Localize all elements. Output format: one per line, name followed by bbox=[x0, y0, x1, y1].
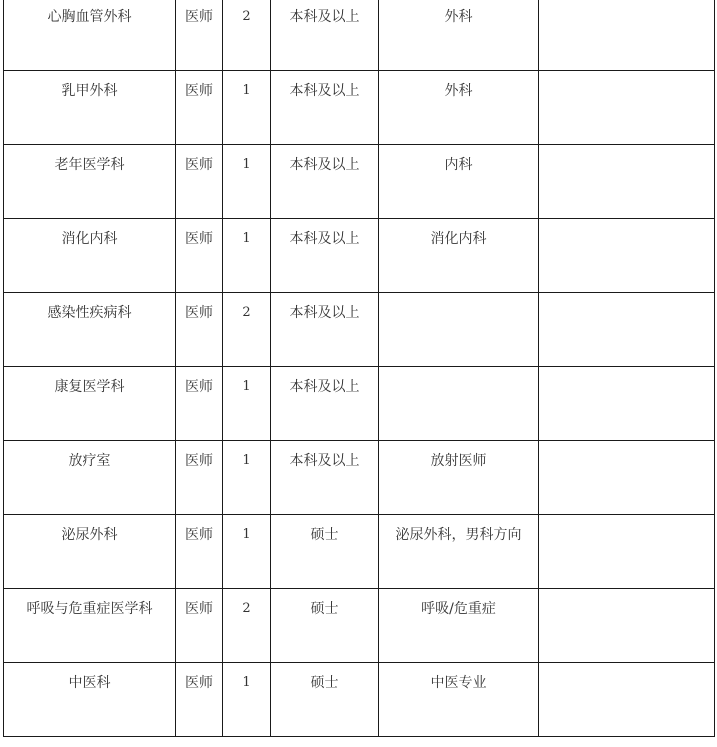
count-cell bbox=[223, 219, 271, 293]
note-cell bbox=[539, 515, 715, 589]
note-cell bbox=[539, 71, 715, 145]
major-text: 内科 bbox=[444, 157, 473, 173]
major-text: 泌尿外科，男科方向 bbox=[395, 527, 522, 543]
major-text bbox=[379, 293, 538, 305]
department-text: 呼吸与危重症医学科 bbox=[26, 601, 153, 617]
note-cell bbox=[539, 145, 715, 219]
major-text bbox=[379, 367, 538, 379]
note-cell bbox=[539, 663, 715, 737]
count-text: 1 bbox=[242, 157, 251, 172]
department-text: 康复医学科 bbox=[54, 379, 125, 395]
note-cell bbox=[539, 441, 715, 515]
note-text bbox=[539, 663, 714, 675]
note-text bbox=[539, 367, 714, 379]
position-text: 医师 bbox=[185, 305, 213, 321]
major-cell bbox=[379, 663, 539, 737]
department-text: 消化内科 bbox=[61, 231, 118, 247]
department-cell bbox=[4, 0, 176, 71]
department-cell bbox=[4, 71, 176, 145]
count-cell bbox=[223, 441, 271, 515]
count-text: 1 bbox=[242, 83, 251, 98]
major-text: 外科 bbox=[444, 9, 473, 25]
education-text: 硕士 bbox=[310, 675, 339, 691]
table-row bbox=[4, 441, 715, 515]
department-cell bbox=[4, 367, 176, 441]
major-text: 放射医师 bbox=[430, 453, 487, 469]
education-text: 本科及以上 bbox=[289, 305, 360, 321]
major-cell bbox=[379, 145, 539, 219]
major-text: 外科 bbox=[444, 83, 473, 99]
position-cell bbox=[176, 515, 223, 589]
education-cell bbox=[271, 367, 379, 441]
education-text: 本科及以上 bbox=[289, 157, 360, 173]
count-cell bbox=[223, 663, 271, 737]
education-cell bbox=[271, 663, 379, 737]
count-text: 1 bbox=[242, 231, 251, 246]
education-text: 本科及以上 bbox=[289, 231, 360, 247]
count-text: 2 bbox=[242, 305, 251, 320]
major-cell bbox=[379, 293, 539, 367]
recruitment-table-body bbox=[4, 0, 715, 737]
table-row bbox=[4, 663, 715, 737]
department-text: 泌尿外科 bbox=[61, 527, 118, 543]
note-text bbox=[539, 515, 714, 527]
education-cell bbox=[271, 219, 379, 293]
department-text: 心胸血管外科 bbox=[47, 9, 132, 25]
note-cell bbox=[539, 293, 715, 367]
note-cell bbox=[539, 0, 715, 71]
table-row bbox=[4, 293, 715, 367]
table-row bbox=[4, 589, 715, 663]
position-cell bbox=[176, 219, 223, 293]
department-text: 中医科 bbox=[68, 675, 111, 691]
note-cell bbox=[539, 219, 715, 293]
position-cell bbox=[176, 441, 223, 515]
education-cell bbox=[271, 293, 379, 367]
position-cell bbox=[176, 145, 223, 219]
table-row bbox=[4, 71, 715, 145]
department-cell bbox=[4, 589, 176, 663]
count-cell bbox=[223, 293, 271, 367]
education-cell bbox=[271, 589, 379, 663]
major-cell bbox=[379, 515, 539, 589]
table-row bbox=[4, 219, 715, 293]
education-text: 本科及以上 bbox=[289, 9, 360, 25]
position-text: 医师 bbox=[185, 675, 213, 691]
position-text: 医师 bbox=[185, 231, 213, 247]
department-cell bbox=[4, 145, 176, 219]
position-cell bbox=[176, 71, 223, 145]
table-row bbox=[4, 367, 715, 441]
major-cell bbox=[379, 589, 539, 663]
department-cell bbox=[4, 441, 176, 515]
count-cell bbox=[223, 0, 271, 71]
major-cell bbox=[379, 441, 539, 515]
education-text: 硕士 bbox=[310, 527, 339, 543]
position-cell bbox=[176, 367, 223, 441]
position-cell bbox=[176, 589, 223, 663]
education-cell bbox=[271, 441, 379, 515]
count-text: 1 bbox=[242, 453, 251, 468]
table-row bbox=[4, 145, 715, 219]
note-cell bbox=[539, 589, 715, 663]
count-text: 2 bbox=[242, 601, 251, 616]
count-cell bbox=[223, 515, 271, 589]
major-cell bbox=[379, 0, 539, 71]
note-text bbox=[539, 145, 714, 157]
count-text: 2 bbox=[242, 9, 251, 24]
major-text: 中医专业 bbox=[430, 675, 487, 691]
education-cell bbox=[271, 0, 379, 71]
position-text: 医师 bbox=[185, 83, 213, 99]
position-text: 医师 bbox=[185, 601, 213, 617]
department-cell bbox=[4, 219, 176, 293]
note-text bbox=[539, 0, 714, 9]
major-text: 消化内科 bbox=[430, 231, 487, 247]
position-cell bbox=[176, 0, 223, 71]
recruitment-table bbox=[3, 0, 715, 737]
major-cell bbox=[379, 219, 539, 293]
position-text: 医师 bbox=[185, 9, 213, 25]
education-cell bbox=[271, 515, 379, 589]
note-text bbox=[539, 71, 714, 83]
position-cell bbox=[176, 293, 223, 367]
count-cell bbox=[223, 71, 271, 145]
position-cell bbox=[176, 663, 223, 737]
department-cell bbox=[4, 663, 176, 737]
count-text: 1 bbox=[242, 379, 251, 394]
department-text: 感染性疾病科 bbox=[47, 305, 132, 321]
position-text: 医师 bbox=[185, 453, 213, 469]
count-cell bbox=[223, 145, 271, 219]
position-text: 医师 bbox=[185, 527, 213, 543]
education-cell bbox=[271, 71, 379, 145]
department-text: 放疗室 bbox=[68, 453, 111, 469]
education-text: 硕士 bbox=[310, 601, 339, 617]
department-cell bbox=[4, 515, 176, 589]
position-text: 医师 bbox=[185, 379, 213, 395]
table-row bbox=[4, 0, 715, 71]
education-text: 本科及以上 bbox=[289, 453, 360, 469]
position-text: 医师 bbox=[185, 157, 213, 173]
major-text: 呼吸/危重症 bbox=[421, 601, 496, 617]
note-text bbox=[539, 293, 714, 305]
table-row bbox=[4, 515, 715, 589]
department-text: 老年医学科 bbox=[54, 157, 125, 173]
note-text bbox=[539, 441, 714, 453]
count-text: 1 bbox=[242, 675, 251, 690]
note-cell bbox=[539, 367, 715, 441]
education-cell bbox=[271, 145, 379, 219]
department-text: 乳甲外科 bbox=[61, 83, 118, 99]
count-cell bbox=[223, 367, 271, 441]
department-cell bbox=[4, 293, 176, 367]
count-text: 1 bbox=[242, 527, 251, 542]
education-text: 本科及以上 bbox=[289, 379, 360, 395]
major-cell bbox=[379, 367, 539, 441]
note-text bbox=[539, 589, 714, 601]
education-text: 本科及以上 bbox=[289, 83, 360, 99]
count-cell bbox=[223, 589, 271, 663]
major-cell bbox=[379, 71, 539, 145]
note-text bbox=[539, 219, 714, 231]
